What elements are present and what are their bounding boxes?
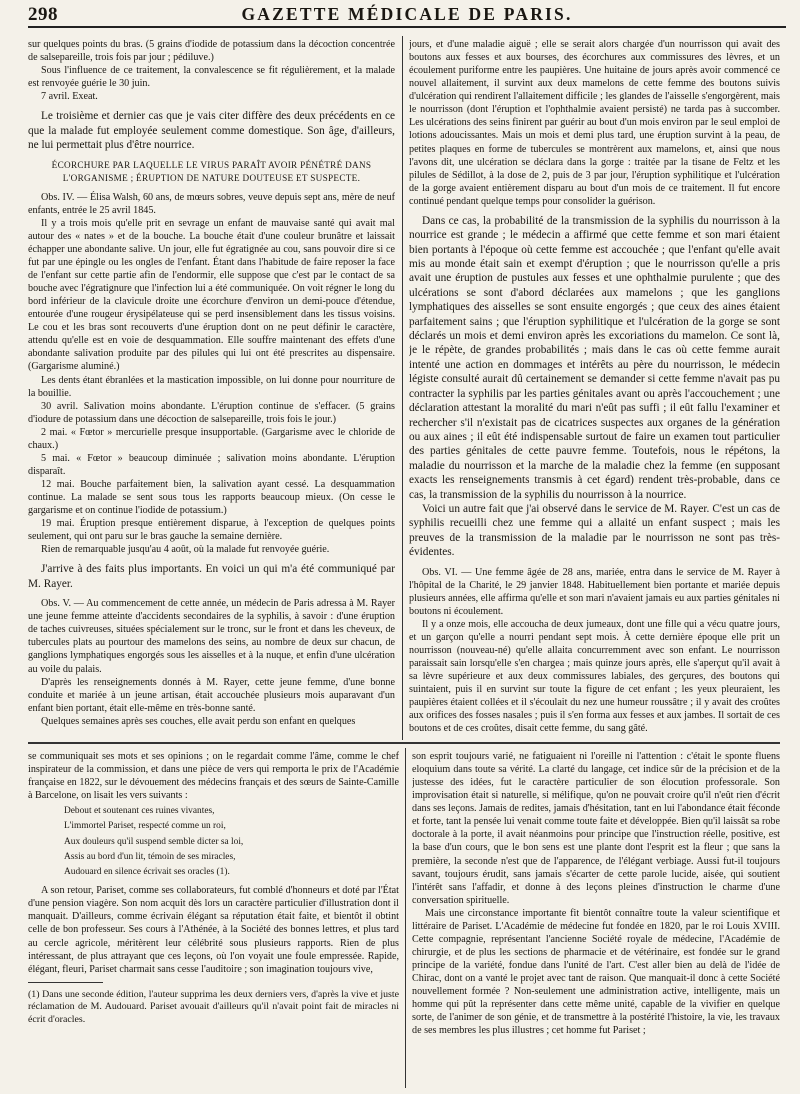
paragraph: Mais une circonstance importante fit bientôt connaître toute la valeur scientifique et littéraire de Pariset. L'Académie de médecine fut fondée en 1820, par le roi Louis XVIII. Cette compagnie, représentant l'ancienne Société royale de médecine, l'Académie de chirurgie, et de plus les sections de pharmacie et de vétérinaire, est fondée sur le grand principe de la variété, fondue dans l'unité de l'art. C'est aller bien au delà de l'idée de Chirac, dont on a vanté le projet avec tant de raison. Que manquait-il donc à cette Société nouvellement formée ? Non-seulement une administration active, intelligente, mais un homme qui pût la représenter dans cette même unité, capable de la vivifier en quelque sorte, de l'animer de son génie, et de transmettre à la postérité l'histoire, la vie, les travaux de ses membres les plus illustres ; cet homme fut Pariset ; bbox=[412, 907, 780, 1037]
footnote-rule bbox=[28, 982, 103, 983]
paragraph: se communiquait ses mots et ses opinions ; on le regardait comme l'âme, comme le chef inspirateur de la commission, et dans une pièce de vers qui remporta le prix de l'Académie française en 1822, sur le dévouement des médecins français et des sœurs de Sainte-Camille à Barcelone, on lisait les vers suivants : bbox=[28, 751, 399, 802]
paragraph: ÉCORCHURE PAR LAQUELLE LE VIRUS PARAÎT AVOIR PÉNÉTRÉ DANS L'ORGANISME ; ÉRUPTION DE NATURE DOUTEUSE ET SUSPECTE. bbox=[51, 159, 372, 183]
verse-line: L'immortel Pariset, respecté comme un roi, bbox=[64, 821, 226, 832]
bottom-right-column bbox=[412, 750, 780, 1088]
paragraph: 12 mai. Bouche parfaitement bien, la salivation ayant cessé. La desquammation continue. La malade se sent sous tous les rapports beaucoup mieux. (On cesse le gargarisme et on continue l'iodide de potassium.) bbox=[28, 479, 395, 517]
paragraph: sur quelques points du bras. (5 grains d'iodide de potassium dans la décoction concentrée de salsepareille, trois fois par jour ; pédiluve.) bbox=[28, 39, 395, 64]
paragraph: Il y a trois mois qu'elle prit en sevrage un enfant de mauvaise santé qui avait mal autour des « nates » et de la bouche. La bouche était d'une couleur brunâtre et laissait échapper une abondante salive. Un jour, elle fut égratignée au cou, sans pouvoir dire si ce fut par une épingle ou les ongles de l'enfant. Étant dans l'habitude de faire reposer la face de l'enfant sur cette partie afin de l'endormir, elle suppose que c'est par le contact de sa bouche avec l'égratignure que l'infection lui a été communiquée. On voit régner le long du bord inférieur de la clavicule droite une écorchure d'environ un demi-pouce d'étendue, entourée d'une rougeur érysipélateuse qui se perd insensiblement dans les tissus voisins. Le cou et les bras sont recouverts d'une éruption dont on ne peut définir le caractère, attendu qu'elle est en voie de desquammation. Elle souffre maintenant des effets d'une abondante salivation produite par des pilules qui lui ont été prescrites au dispensaire. (Gargarisme aluminé.) bbox=[28, 217, 395, 373]
paragraph: A son retour, Pariset, comme ses collaborateurs, fut comblé d'honneurs et doté par l'État d'une pension viagère. Son nom acquit dès lors un caractère particulier d'illustration dont il manquait. D'ailleurs, comme écrivain élégant sa réputation était faite, et bientôt il obtint celle de bon professeur. Ses cours à l'Athénée, à la Société des bonnes lettres, et plus tard au cercle agricole, méritèrent leur célébrité sous plusieurs rapports. Rien de plus intéressant, de plus attrayant que ces leçons, où l'on voyait une foule empressée. Rapide, élégant, fleuri, Pariset charmait sans cesse l'auditoire ; son imagination toujours vive, bbox=[28, 885, 399, 975]
bottom-left-column bbox=[28, 750, 399, 1088]
paragraph: Dans ce cas, la probabilité de la transmission de la syphilis du nourrisson à la nourrice est grande ; le médecin a affirmé que cette femme et son mari étaient bien portants à l'époque où cette femme est accouchée ; que l'enfant qu'elle avait mis au monde était sain et exempt d'éruption ; que le nourrisson qu'elle a pris avait une éruption de pustules aux fesses et une ophthalmie purulente ; que des ulcérations se sont d'abord déclarées aux mamelons ; que les ganglions lymphatiques des aisselles se sont ensuite engorgés ; que ceux des aines étaient parfaitement sains ; que l'éruption syphilitique et l'ulcération de la gorge se sont déclarés un mois et demi environ après les excoriations du mamelon. Ce sont là, je le répète, de grandes probabilités ; mais dans le cas où cette femme aurait intenté une action en dommages et intérêts au père du nourrisson, le médecin légiste consulté aurait dû certainement se demander si cette femme n'avait pas pu contracter la syphilis par les parties génitales avant ou après l'accouchement ; une déclaration attestant la moralité du mari n'eût pas suffi ; il eût fallu l'examiner et rechercher s'il n'existait pas de cicatrices suspectes aux organes de la génération ou aux aines ; il eût été indispensable surtout de faire un examen tout particulier des parties génitales de cette pauvre femme. Toutefois, nous le répétons, la maladie du nourrisson et la marche de la maladie chez la femme (en supposant exacts les renseignements transmis à cet égard) rendent très-probable, dans ce cas, la transmission de la syphilis du nourrisson à la nourrice. bbox=[409, 214, 780, 501]
paragraph: 7 avril. Exeat. bbox=[41, 91, 98, 103]
page-number: 298 bbox=[28, 4, 58, 25]
section-divider bbox=[28, 742, 780, 744]
paragraph: Obs. IV. — Élisa Walsh, 60 ans, de mœurs sobres, veuve depuis sept ans, mère de neuf enfants, entrée le 25 avril 1845. bbox=[28, 191, 395, 216]
column-rule-bottom bbox=[405, 748, 406, 1088]
page-header bbox=[28, 4, 786, 28]
paragraph: J'arrive à des faits plus importants. En voici un qui m'a été communiqué par M. Rayer. bbox=[28, 563, 395, 590]
paragraph: Quelques semaines après ses couches, elle avait perdu son enfant en quelques bbox=[41, 715, 356, 727]
paragraph: 30 avril. Salivation moins abondante. L'éruption continue de s'effacer. (5 grains d'iodure de potassium dans une décoction de salsepareille, trois fois le jour.) bbox=[28, 400, 395, 425]
paragraph: Il y a onze mois, elle accoucha de deux jumeaux, dont une fille qui a vécu quatre jours, et un garçon qu'elle a nourri pendant sept mois. À cette dernière époque elle prit un nourrisson (nouveau-né) qu'elle allaita concurremment avec son enfant. Le nourrisson paraissait sain lorsqu'elle s'en chargea ; mais quinze jours après, elle s'aperçut qu'il avait à sa lèvre supérieure et aux deux commissures labiales, des gerçures, des boutons qui suintaient, puis il en survint sur toute la figure de cet enfant ; les yeux pleuraient, les paupières étaient collées et il s'écoulait du nez une humeur roussâtre ; il y avait des croûtes aux orifices des fosses nasales ; puis il s'en forma aux fesses et aux jambes. Il sortait de ces boutons et de ces croûtes, disait cette femme, du sang gâté. bbox=[409, 618, 780, 735]
verse-line: Debout et soutenant ces ruines vivantes, bbox=[64, 806, 215, 817]
paragraph: Les dents étant ébranlées et la mastication impossible, on lui donne pour nourriture de la bouillie. bbox=[28, 374, 395, 399]
paragraph: D'après les renseignements donnés à M. Rayer, cette jeune femme, d'une bonne conduite et mariée à un jeune artisan, était accouchée plusieurs mois auparavant d'un enfant bien portant, était elle-même en très-bonne santé. bbox=[28, 676, 395, 714]
verse-line: Audouard en silence écrivait ses oracles (1). bbox=[64, 867, 230, 878]
paragraph: Obs. V. — Au commencement de cette année, un médecin de Paris adressa à M. Rayer une jeune femme atteinte d'accidents secondaires de la syphilis, à savoir : d'une éruption de taches cuivreuses, situées spécialement sur le tronc, sur le front et dans les cheveux, de tubercules plats au pourtour des mamelons des seins, au nombre de deux sur chacun, de ganglions lymphatiques engorgés sous les aisselles et à la nuque, et enfin d'une ulcération au voile du palais. bbox=[28, 598, 395, 675]
paragraph: 19 mai. Éruption presque entièrement disparue, à l'exception de quelques points seulement, qui ont paru sur le bras gauche la semaine dernière. bbox=[28, 518, 395, 543]
paragraph: son esprit toujours varié, ne fatiguaient ni l'oreille ni l'attention : c'était le sponte fluens eloquium dans toute sa vérité. La clarté du langage, cet indice sûr de la précision et de la justesse des idées, fut le caractère particulier de son élocution professorale. Son improvisation était si naturelle, si mélifique, qu'on ne pouvait croire qu'il n'eût rien d'écrit dans ses leçons. Jamais de redites, jamais d'hésitation, tant en lui l'abondance était féconde et forte, tant la pensée lui venait comme toute faite et développée. Bien qu'il laissât sa robe doctorale à la porte, il avait néanmoins pour principe que l'instruction réelle, positive, est la base d'un cours, que le bon sens est une plante dont l'esprit est la fleur ; que sans la première, la seconde n'est que de l'apparence, de l'élégant verbiage. Aussi fut-il toujours savant, toujours érudit, sans jamais s'écarter de cette parole lucide, aisée, qui soutient l'intérêt sans l'affadir, et donne à des leçons pleines d'instruction le charme d'une conversation spirituelle. bbox=[412, 751, 780, 906]
paragraph: 5 mai. « Fœtor » beaucoup diminuée ; salivation moins abondante. L'éruption disparaît. bbox=[28, 452, 395, 477]
verse-line: Assis au bord d'un lit, témoin de ses miracles, bbox=[64, 851, 236, 862]
top-left-column bbox=[28, 38, 395, 738]
paragraph: Obs. VI. — Une femme âgée de 28 ans, mariée, entra dans le service de M. Rayer à l'hôpital de la Charité, le 29 janvier 1848. Habituellement bien portante et mariée depuis plusieurs années, elle affirma qu'elle et son mari n'avaient jamais eu aux parties génitales ni boutons ni écoulement. bbox=[409, 566, 780, 617]
paragraph: Sous l'influence de ce traitement, la convalescence se fit régulièrement, et la malade est renvoyée guérie le 30 juin. bbox=[28, 65, 395, 90]
top-right-column bbox=[409, 38, 780, 738]
paragraph: Le troisième et dernier cas que je vais citer diffère des deux précédents en ce que la malade fut employée seulement comme domestique. Son âge, d'ailleurs, ne lui permettait plus d'être nourrice. bbox=[28, 110, 395, 152]
paragraph: Rien de remarquable jusqu'au 4 août, où la malade fut renvoyée guérie. bbox=[41, 544, 330, 556]
paragraph: Voici un autre fait que j'ai observé dans le service de M. Rayer. C'est un cas de syphilis recueilli chez une femme qui a allaité un enfant suspect ; mais les preuves de la transmission de la maladie par le nourrisson ne sont pas très-évidentes. bbox=[409, 502, 780, 559]
paragraph: 2 mai. « Fœtor » mercurielle presque insupportable. (Gargarisme avec le chloride de chaux.) bbox=[28, 426, 395, 451]
column-rule-top bbox=[402, 36, 403, 740]
running-title: GAZETTE MÉDICALE DE PARIS. bbox=[241, 4, 573, 24]
verse-line: Aux douleurs qu'il suspend semble dicter sa loi, bbox=[64, 836, 244, 847]
footnote: (1) Dans une seconde édition, l'auteur supprima les deux derniers vers, d'après la vive et juste réclamation de M. Audouard. Pariset avouait d'ailleurs qu'il n'avait point fait de miracles ni écrit d'oracles. bbox=[28, 988, 399, 1026]
paragraph: jours, et d'une maladie aiguë ; elle se serait alors chargée d'un nourrisson qui avait des boutons aux fesses et aux bourses, des écorchures aux commissures des lèvres, et un écoulement puriforme entre les paupières. Une huitaine de jours après avoir commencé ce nouvel allaitement, il survint aux deux mamelons de cette femme des boutons suivis d'ulcération qui rendirent l'allaitement difficile ; les glandes de l'aisselle s'engorgèrent, mais le nourrisson (dont l'éruption et l'ophthalmie avaient persisté) ne tarda pas à succomber. Les ulcérations des seins finirent par guérir au bout d'un mois environ par le seul emploi de lotions adoucissantes. Mais un mois et demi plus tard, une éruption survint à la peau, de petites plaques en forme de tubercules se montrèrent aux mamelons, et, ainsi que nous l'avons dit, une ulcération se déclara dans la gorge : traitée par la tisane de Feltz et les pilules de Sédillot, à la dose de 2, puis de 3 par jour, l'éruption syphilitique et l'ulcération de la gorge avaient entièrement disparu au bout d'un mois de ce traitement. Il fut encore continué pendant quelque temps pour consolider la guérison. bbox=[409, 39, 780, 207]
